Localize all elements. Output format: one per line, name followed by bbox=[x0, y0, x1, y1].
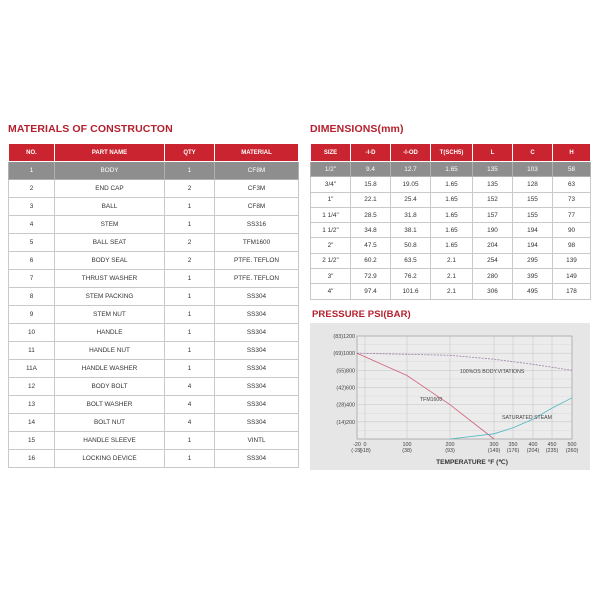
dimensions-cell: 28.5 bbox=[351, 207, 391, 222]
dimensions-cell: 101.6 bbox=[391, 284, 431, 299]
dimensions-row bbox=[311, 238, 591, 253]
dimensions-table bbox=[310, 143, 591, 300]
dimensions-cell: 31.8 bbox=[391, 207, 431, 222]
dimensions-cell: 72.9 bbox=[351, 269, 391, 284]
dimensions-header-cell: SIZE bbox=[311, 144, 351, 162]
dimensions-header-cell: -I-D bbox=[351, 144, 391, 162]
materials-row bbox=[9, 396, 299, 414]
materials-cell: 1 bbox=[165, 216, 215, 234]
materials-cell: SS316 bbox=[215, 216, 299, 234]
materials-header-row bbox=[9, 144, 299, 162]
dimensions-row bbox=[311, 284, 591, 299]
materials-cell: 12 bbox=[9, 378, 55, 396]
materials-cell: 1 bbox=[165, 360, 215, 378]
materials-cell: 10 bbox=[9, 324, 55, 342]
dimensions-cell: 63 bbox=[553, 177, 591, 192]
materials-row bbox=[9, 324, 299, 342]
materials-cell: 1 bbox=[165, 288, 215, 306]
materials-cell: 11A bbox=[9, 360, 55, 378]
dimensions-cell: 3/4" bbox=[311, 177, 351, 192]
dimensions-cell: 295 bbox=[513, 253, 553, 268]
materials-cell: BODY bbox=[55, 162, 165, 180]
y-tick-label: (69)1000 bbox=[333, 351, 355, 358]
pressure-temperature-chart bbox=[310, 323, 590, 470]
materials-cell: 7 bbox=[9, 270, 55, 288]
materials-cell: 3 bbox=[9, 198, 55, 216]
x-tick-sublabel: (93) bbox=[445, 448, 455, 454]
x-tick-label: 200 bbox=[445, 442, 455, 448]
materials-row bbox=[9, 270, 299, 288]
dimensions-cell: 395 bbox=[513, 269, 553, 284]
dimensions-row bbox=[311, 162, 591, 177]
x-tick-sublabel: (204) bbox=[526, 448, 540, 454]
dimensions-cell: 135 bbox=[473, 177, 513, 192]
materials-row bbox=[9, 342, 299, 360]
dimensions-cell: 2.1 bbox=[431, 284, 473, 299]
materials-cell: CF8M bbox=[215, 162, 299, 180]
materials-cell: 1 bbox=[165, 450, 215, 468]
dimensions-row bbox=[311, 253, 591, 268]
y-tick-label: (83)1200 bbox=[333, 334, 355, 340]
dimensions-cell: 1.65 bbox=[431, 238, 473, 253]
dimensions-header-row bbox=[311, 144, 591, 162]
dimensions-cell: 47.5 bbox=[351, 238, 391, 253]
dimensions-cell: 155 bbox=[513, 207, 553, 222]
dimensions-cell: 1.65 bbox=[431, 207, 473, 222]
materials-cell: CF3M bbox=[215, 180, 299, 198]
x-tick-sublabel: (260) bbox=[565, 448, 579, 454]
dimensions-cell: 190 bbox=[473, 223, 513, 238]
dimensions-cell: 280 bbox=[473, 269, 513, 284]
dimensions-cell: 135 bbox=[473, 162, 513, 177]
dimensions-cell: 2 1/2" bbox=[311, 253, 351, 268]
materials-cell: 1 bbox=[165, 342, 215, 360]
dimensions-cell: 63.5 bbox=[391, 253, 431, 268]
x-tick-label: 500 bbox=[567, 442, 577, 448]
dimensions-row bbox=[311, 177, 591, 192]
pressure-chart-panel bbox=[310, 323, 590, 470]
x-axis-title: TEMPERATURE °F (℃) bbox=[436, 459, 508, 466]
dimensions-cell: 76.2 bbox=[391, 269, 431, 284]
dimensions-cell: 1.65 bbox=[431, 192, 473, 207]
materials-cell: 11 bbox=[9, 342, 55, 360]
x-tick-label: 300 bbox=[489, 442, 499, 448]
materials-cell: SS304 bbox=[215, 396, 299, 414]
x-tick-sublabel: (38) bbox=[402, 448, 412, 454]
dimensions-cell: 77 bbox=[553, 207, 591, 222]
dimensions-cell: 2.1 bbox=[431, 253, 473, 268]
dimensions-cell: 58 bbox=[553, 162, 591, 177]
materials-cell: 14 bbox=[9, 414, 55, 432]
materials-cell: SS304 bbox=[215, 342, 299, 360]
dimensions-cell: 1 1/2" bbox=[311, 223, 351, 238]
materials-cell: 2 bbox=[165, 234, 215, 252]
dimensions-cell: 1" bbox=[311, 192, 351, 207]
x-tick-sublabel: (235) bbox=[545, 448, 559, 454]
materials-cell: 1 bbox=[165, 306, 215, 324]
materials-row bbox=[9, 198, 299, 216]
materials-cell: 13 bbox=[9, 396, 55, 414]
dimensions-cell: 4" bbox=[311, 284, 351, 299]
materials-cell: STEM PACKING bbox=[55, 288, 165, 306]
x-tick-label: 350 bbox=[508, 442, 518, 448]
dimensions-row bbox=[311, 269, 591, 284]
materials-cell: 8 bbox=[9, 288, 55, 306]
materials-cell: 2 bbox=[165, 180, 215, 198]
dimensions-cell: 1 1/4" bbox=[311, 207, 351, 222]
dimensions-cell: 12.7 bbox=[391, 162, 431, 177]
materials-cell: 1 bbox=[165, 324, 215, 342]
dimensions-header-cell: H bbox=[553, 144, 591, 162]
materials-cell: BODY SEAL bbox=[55, 252, 165, 270]
dimensions-cell: 1.65 bbox=[431, 177, 473, 192]
dimensions-cell: 73 bbox=[553, 192, 591, 207]
dimensions-header-cell: T(SCH5) bbox=[431, 144, 473, 162]
dimensions-cell: 1.65 bbox=[431, 223, 473, 238]
materials-cell: THRUST WASHER bbox=[55, 270, 165, 288]
dimensions-header-cell: -I-OD bbox=[391, 144, 431, 162]
materials-cell: HANDLE SLEEVE bbox=[55, 432, 165, 450]
materials-cell: BODY BOLT bbox=[55, 378, 165, 396]
materials-cell: 4 bbox=[165, 378, 215, 396]
dimensions-cell: 97.4 bbox=[351, 284, 391, 299]
x-tick-sublabel: (149) bbox=[487, 448, 501, 454]
dimensions-cell: 98 bbox=[553, 238, 591, 253]
materials-cell: LOCKING DEVICE bbox=[55, 450, 165, 468]
materials-row bbox=[9, 450, 299, 468]
materials-cell: PTFE. TEFLON bbox=[215, 252, 299, 270]
materials-row bbox=[9, 288, 299, 306]
materials-row bbox=[9, 180, 299, 198]
materials-cell: END CAP bbox=[55, 180, 165, 198]
materials-cell: SS304 bbox=[215, 324, 299, 342]
materials-cell: STEM bbox=[55, 216, 165, 234]
materials-row bbox=[9, 234, 299, 252]
dimensions-cell: 90 bbox=[553, 223, 591, 238]
materials-cell: HANDLE NUT bbox=[55, 342, 165, 360]
materials-row bbox=[9, 216, 299, 234]
materials-row bbox=[9, 378, 299, 396]
x-tick-sublabel: (176) bbox=[506, 448, 520, 454]
x-tick-sublabel: (-18) bbox=[359, 448, 371, 454]
materials-cell: VINTL bbox=[215, 432, 299, 450]
materials-cell: CF8M bbox=[215, 198, 299, 216]
materials-header-cell: QTY bbox=[165, 144, 215, 162]
materials-table bbox=[8, 143, 299, 468]
dimensions-cell: 152 bbox=[473, 192, 513, 207]
materials-cell: 1 bbox=[9, 162, 55, 180]
materials-cell: 4 bbox=[165, 414, 215, 432]
materials-cell: 1 bbox=[165, 432, 215, 450]
materials-cell: HANDLE WASHER bbox=[55, 360, 165, 378]
dimensions-header-cell: L bbox=[473, 144, 513, 162]
y-tick-label: (14)200 bbox=[336, 419, 355, 426]
dimensions-cell: 15.8 bbox=[351, 177, 391, 192]
dimensions-cell: 139 bbox=[553, 253, 591, 268]
pressure-title: PRESSURE PSI(BAR) bbox=[312, 309, 411, 320]
x-tick-label: -20 bbox=[353, 442, 361, 448]
x-tick-label: 0 bbox=[363, 442, 367, 448]
materials-cell: PTFE. TEFLON bbox=[215, 270, 299, 288]
dimensions-cell: 149 bbox=[553, 269, 591, 284]
dimensions-cell: 2.1 bbox=[431, 269, 473, 284]
materials-cell: SS304 bbox=[215, 450, 299, 468]
materials-cell: 4 bbox=[165, 396, 215, 414]
y-tick-label: (28)400 bbox=[336, 402, 355, 409]
materials-cell: 6 bbox=[9, 252, 55, 270]
dimensions-row bbox=[311, 207, 591, 222]
materials-cell: SS304 bbox=[215, 288, 299, 306]
materials-cell: SS304 bbox=[215, 306, 299, 324]
dimensions-cell: 1/2" bbox=[311, 162, 351, 177]
dimensions-cell: 157 bbox=[473, 207, 513, 222]
materials-cell: 16 bbox=[9, 450, 55, 468]
materials-cell: 15 bbox=[9, 432, 55, 450]
dimensions-cell: 25.4 bbox=[391, 192, 431, 207]
dimensions-cell: 19.05 bbox=[391, 177, 431, 192]
dimensions-cell: 204 bbox=[473, 238, 513, 253]
materials-row bbox=[9, 252, 299, 270]
materials-header-cell: PART NAME bbox=[55, 144, 165, 162]
materials-header-cell: MATERIAL bbox=[215, 144, 299, 162]
y-tick-label: (55)800 bbox=[336, 368, 355, 375]
dimensions-cell: 155 bbox=[513, 192, 553, 207]
dimensions-row bbox=[311, 223, 591, 238]
materials-cell: 1 bbox=[165, 270, 215, 288]
dimensions-cell: 2" bbox=[311, 238, 351, 253]
dimensions-title: DIMENSIONS(mm) bbox=[310, 123, 404, 135]
materials-cell: 2 bbox=[9, 180, 55, 198]
dimensions-cell: 22.1 bbox=[351, 192, 391, 207]
dimensions-cell: 38.1 bbox=[391, 223, 431, 238]
curve-label: SATURATED STEAM bbox=[502, 415, 552, 421]
materials-row bbox=[9, 162, 299, 180]
materials-cell: 1 bbox=[165, 162, 215, 180]
y-tick-label: (42)600 bbox=[336, 385, 355, 392]
materials-cell: BOLT NUT bbox=[55, 414, 165, 432]
materials-cell: 9 bbox=[9, 306, 55, 324]
x-tick-label: 400 bbox=[528, 442, 538, 448]
dimensions-cell: 50.8 bbox=[391, 238, 431, 253]
dimensions-cell: 128 bbox=[513, 177, 553, 192]
dimensions-cell: 194 bbox=[513, 223, 553, 238]
materials-cell: 5 bbox=[9, 234, 55, 252]
dimensions-cell: 9.4 bbox=[351, 162, 391, 177]
materials-cell: BALL SEAT bbox=[55, 234, 165, 252]
materials-cell: 1 bbox=[165, 198, 215, 216]
materials-cell: 4 bbox=[9, 216, 55, 234]
dimensions-cell: 495 bbox=[513, 284, 553, 299]
materials-cell: SS304 bbox=[215, 378, 299, 396]
x-tick-sublabel: (-29) bbox=[351, 448, 363, 454]
materials-title: MATERIALS OF CONSTRUCTON bbox=[8, 123, 173, 135]
dimensions-cell: 60.2 bbox=[351, 253, 391, 268]
x-tick-label: 450 bbox=[547, 442, 557, 448]
dimensions-row bbox=[311, 192, 591, 207]
dimensions-cell: 254 bbox=[473, 253, 513, 268]
materials-cell: BOLT WASHER bbox=[55, 396, 165, 414]
curve-label: TFM1600 bbox=[420, 397, 443, 403]
materials-cell: 2 bbox=[165, 252, 215, 270]
dimensions-cell: 103 bbox=[513, 162, 553, 177]
dimensions-cell: 194 bbox=[513, 238, 553, 253]
materials-cell: BALL bbox=[55, 198, 165, 216]
dimensions-cell: 3" bbox=[311, 269, 351, 284]
dimensions-cell: 1.65 bbox=[431, 162, 473, 177]
materials-row bbox=[9, 306, 299, 324]
dimensions-cell: 178 bbox=[553, 284, 591, 299]
curve-label: 100%OS BODY.VITATIONS bbox=[460, 369, 525, 375]
dimensions-header-cell: C bbox=[513, 144, 553, 162]
materials-cell: STEM NUT bbox=[55, 306, 165, 324]
materials-header-cell: NO. bbox=[9, 144, 55, 162]
materials-row bbox=[9, 360, 299, 378]
materials-row bbox=[9, 432, 299, 450]
dimensions-cell: 306 bbox=[473, 284, 513, 299]
materials-cell: HANDLE bbox=[55, 324, 165, 342]
dimensions-cell: 34.8 bbox=[351, 223, 391, 238]
materials-cell: SS304 bbox=[215, 414, 299, 432]
materials-cell: SS304 bbox=[215, 360, 299, 378]
x-tick-label: 100 bbox=[402, 442, 412, 448]
materials-row bbox=[9, 414, 299, 432]
materials-cell: TFM1600 bbox=[215, 234, 299, 252]
